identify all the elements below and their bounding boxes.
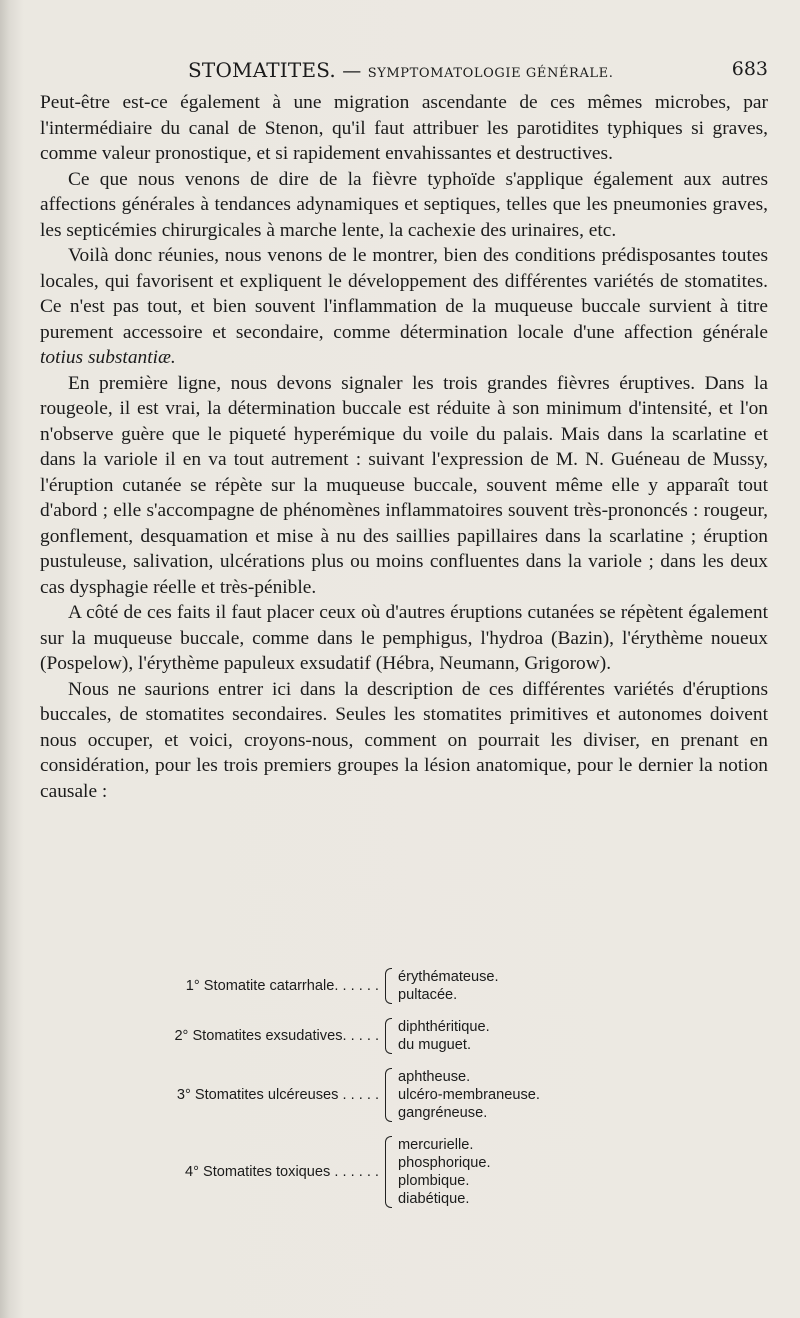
- stomatitis-classification: [40, 968, 768, 1218]
- paragraph: A côté de ces faits il faut placer ceux où d'autres éruptions cutanées se répètent également sur la muqueuse buccale, comme dans le pemphigus, l'hydroa (Bazin), l'érythème noueux (Pospelow), l'érythème papuleux exsudatif (Hébra, Neumann, Grigorow).: [40, 602, 768, 674]
- running-title-main: STOMATITES.: [188, 58, 336, 82]
- body-text: [40, 90, 768, 804]
- subtype-item: diphthéritique.: [398, 1019, 490, 1035]
- subtype-item: pultacée.: [398, 987, 458, 1003]
- running-title-dash: —: [336, 60, 368, 82]
- paragraph: Nous ne saurions entrer ici dans la description de ces différentes variétés d'éruptions buccales, de stomatites secondaires. Seules les stomatites primitives et autonomes doivent nous occuper, et voici, croyons-nous, comment on pourrait les diviser, en prenant en considération, pour les trois premiers groupes la lésion anatomique, pour le dernier la notion causale :: [40, 678, 768, 802]
- subtype-item: phosphorique.: [398, 1155, 491, 1171]
- group-label: 3° Stomatites ulcéreuses . . . . .: [176, 1087, 379, 1103]
- group-label: 4° Stomatites toxiques . . . . . .: [184, 1164, 379, 1180]
- page-header: [40, 58, 768, 88]
- group-label: 1° Stomatite catarrhale. . . . . .: [185, 978, 379, 994]
- subtype-item: gangréneuse.: [398, 1105, 488, 1121]
- group-label: 2° Stomatites exsudatives. . . . .: [174, 1028, 379, 1044]
- subtype-item: plombique.: [398, 1173, 470, 1189]
- subtype-item: diabétique.: [398, 1191, 470, 1207]
- subtype-list: [398, 1068, 540, 1122]
- classification-group: [40, 1136, 768, 1208]
- brace-icon: [385, 1136, 392, 1208]
- running-title-sub: SYMPTOMATOLOGIE GÉNÉRALE.: [367, 66, 614, 81]
- subtype-item: aphtheuse.: [398, 1069, 471, 1085]
- subtype-item: du muguet.: [398, 1037, 472, 1053]
- paragraph: En première ligne, nous devons signaler les trois grandes fièvres éruptives. Dans la rougeole, il est vrai, la détermination buccale est réduite à son minimum d'intensité, et l'on n'observe guère que le piqueté hyperémique du voile du palais. Mais dans la scarlatine et dans la variole il en va tout autrement : suivant l'expression de M. N. Guéneau de Mussy, l'éruption cutanée se répète sur la muqueuse buccale, souvent même elle y apparaît tout d'abord ; elle s'accompagne de phénomènes inflammatoires souvent très-prononcés : rougeur, gonflement, desquamation et mise à nu des saillies papillaires dans la scarlatine ; éruption pustuleuse, salivation, ulcérations plus ou moins confluentes dans la variole ; dans les deux cas dysphagie réelle et très-pénible.: [40, 372, 768, 598]
- paragraph: Ce que nous venons de dire de la fièvre typhoïde s'applique également aux autres affections générales à tendances adynamiques et septiques, telles que les pneumonies graves, les septicémies chirurgicales à marche lente, la cachexie des urinaires, etc.: [40, 168, 768, 241]
- brace-icon: [385, 968, 392, 1004]
- classification-group: [40, 1068, 768, 1122]
- subtype-item: érythémateuse.: [398, 969, 499, 985]
- subtype-list: [398, 1136, 491, 1208]
- running-title: [188, 58, 613, 82]
- classification-group: [40, 968, 768, 1004]
- subtype-list: [398, 968, 499, 1004]
- classification-group: [40, 1018, 768, 1054]
- subtype-item: mercurielle.: [398, 1137, 474, 1153]
- brace-icon: [385, 1068, 392, 1122]
- page-number: 683: [731, 58, 768, 80]
- brace-icon: [385, 1018, 392, 1054]
- paragraph: Peut-être est-ce également à une migration ascendante de ces mêmes microbes, par l'intermédiaire du canal de Stenon, qu'il faut attribuer les parotidites typhiques si graves, comme valeur pronostique, et si rapidement envahissantes et destructives.: [40, 92, 768, 164]
- italic-phrase: totius substantiæ.: [40, 347, 176, 368]
- subtype-list: [398, 1018, 490, 1054]
- paragraph-text: Voilà donc réunies, nous venons de le montrer, bien des conditions prédisposantes toutes locales, qui favorisent et expliquent le développement des différentes variétés de stomatites. Ce n'est pas tout, et bien souvent l'inflammation de la muqueuse buccale survient à titre purement accessoire et secondaire, comme détermination locale d'une affection générale: [40, 245, 768, 343]
- paragraph: [40, 243, 768, 371]
- subtype-item: ulcéro-membraneuse.: [398, 1087, 540, 1103]
